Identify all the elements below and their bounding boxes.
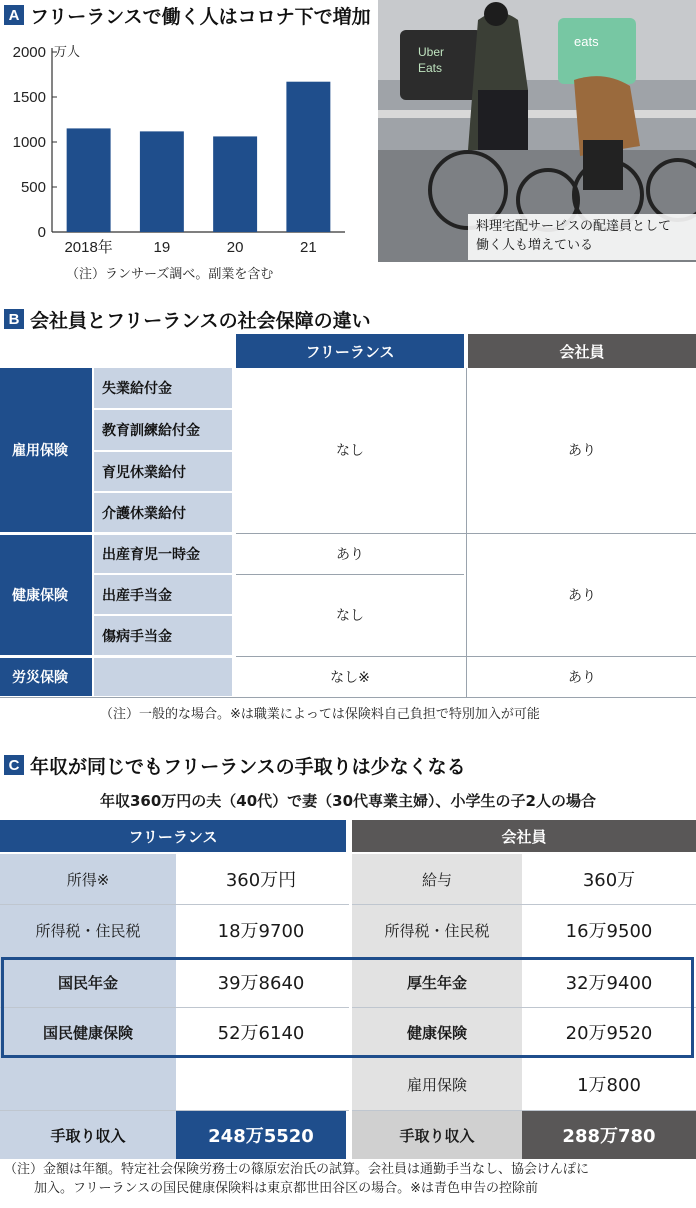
em-row-value: 360万 [582,870,636,891]
item-rousai-blank [94,658,232,696]
divider [236,574,464,575]
bar [286,82,330,232]
em-row-value: 1万800 [577,1075,641,1096]
section-b-title: 会社員とフリーランスの社会保障の違い [30,309,371,332]
photo-caption-line2: 働く人も増えている [476,238,594,253]
em-total-value: 288万780 [522,1111,696,1159]
section-c-title: 年収が同じでもフリーランスの手取りは少なくなる [30,755,466,778]
section-c-note [4,1160,694,1198]
section-b-letter: B [4,309,24,329]
fl-total-label: 手取り収入 [0,1111,176,1159]
y-tick-label: 2000 [12,44,46,61]
section-c-letter: C [4,755,24,775]
fl-row-value [176,1059,346,1109]
y-tick-label: 1500 [12,89,46,106]
y-tick-label: 0 [37,224,46,241]
em-row-label: 健康保険 [406,1023,467,1042]
section-a-header [4,2,371,28]
header-freelance: フリーランス [236,334,464,368]
section-a-note: （注）ランサーズ調べ。副業を含む [66,267,274,282]
bag-label-left-1: Uber [418,45,445,59]
photo-caption-line1: 料理宅配サービスの配達員として [476,219,672,234]
em-row-value: 32万9400 [565,973,653,994]
header-employee: 会社員 [468,334,696,368]
bar [213,136,257,232]
section-c-header [4,752,466,778]
header-employee-c: 会社員 [352,820,696,852]
fl-row-label: 所得税・住民税 [35,921,141,940]
em-total-label: 手取り収入 [352,1111,522,1159]
header-freelance-c: フリーランス [0,820,346,852]
section-a-letter: A [4,5,24,25]
rousai-employee-value: あり [568,670,596,686]
em-row-label: 給与 [421,870,452,889]
x-tick-label: 21 [300,239,317,256]
section-c-note-line2: 加入。フリーランスの国民健康保険料は東京都世田谷区の場合。※は青色申告の控除前 [34,1181,538,1196]
x-tick-label: 2018年 [64,239,113,256]
section-a-title: フリーランスで働く人はコロナ下で増加 [30,5,371,28]
kenkou-freelance-value-1: あり [336,547,364,563]
category-kenkou: 健康保険 [0,535,92,655]
fl-row-value: 18万9700 [217,921,305,942]
bar-chart [0,30,372,290]
bar [140,131,184,232]
item-shussan-ichiji: 出産育児一時金 [94,535,232,573]
divider [0,904,696,905]
divider [466,368,467,698]
x-tick-label: 20 [226,239,244,256]
section-b-header [4,306,371,332]
fl-total-value: 248万5520 [176,1111,346,1159]
bar [67,128,111,232]
em-row-value: 16万9500 [565,921,653,942]
koyou-employee-value: あり [568,443,596,459]
category-koyou: 雇用保険 [0,368,92,532]
bag-label-right: eats [574,34,599,49]
em-row-label: 雇用保険 [406,1075,467,1094]
divider [0,697,696,698]
section-c-note-line1: （注）金額は年額。特定社会保険労務士の篠原宏治氏の試算。会社員は通勤手当なし、協会けんぽに [4,1162,590,1177]
fl-row-value: 39万8640 [217,973,305,994]
item-shoubyou: 傷病手当金 [94,616,232,655]
item-kaigo: 介護休業給付 [94,493,232,532]
fl-row-label [0,1059,176,1109]
item-shussan-teate: 出産手当金 [94,575,232,614]
fl-row-label: 国民健康保険 [42,1023,133,1042]
em-row-label: 厚生年金 [406,973,467,992]
em-row-label: 所得税・住民税 [384,921,490,940]
rousai-freelance-value: なし※ [330,670,370,686]
photo-caption [468,214,696,260]
item-kyouiku: 教育訓練給付金 [94,410,232,450]
y-tick-label: 500 [20,179,46,196]
item-shitsugyou: 失業給付金 [94,368,232,408]
em-row-value: 20万9520 [565,1023,653,1044]
fl-row-value: 52万6140 [217,1023,305,1044]
divider [0,1110,696,1111]
item-ikuji: 育児休業給付 [94,452,232,491]
fl-row-label: 所得※ [66,870,110,889]
section-c-subtitle: 年収360万円の夫（40代）で妻（30代専業主婦）、小学生の子2人の場合 [100,792,596,810]
y-tick-label: 1000 [12,134,46,151]
kenkou-freelance-value-2: なし [336,608,364,624]
section-b-note: （注）一般的な場合。※は職業によっては保険料自己負担で特別加入が可能 [100,707,540,722]
fl-row-value: 360万円 [225,870,297,891]
category-rousai: 労災保険 [0,658,92,696]
x-tick-label: 19 [153,239,171,256]
koyou-freelance-value: なし [336,443,364,459]
bag-label-left-2: Eats [418,61,443,75]
kenkou-employee-value: あり [568,588,596,604]
highlight-frame [1,957,694,1058]
fl-row-label: 国民年金 [57,973,118,992]
y-unit-label: 万人 [54,44,81,59]
